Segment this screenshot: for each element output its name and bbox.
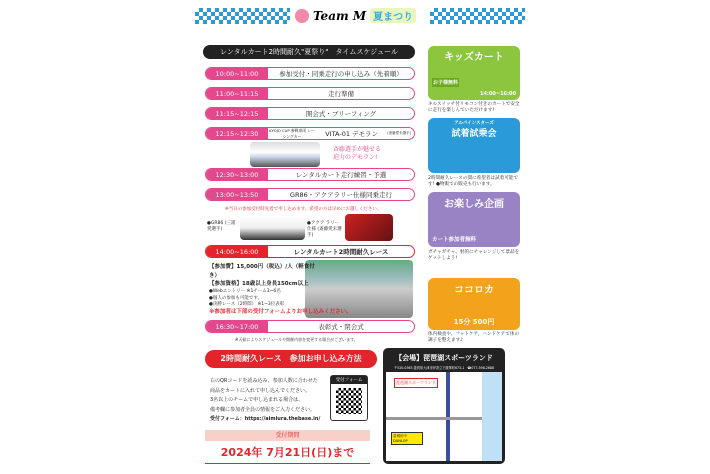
bullet: ●Webエントリー ※1チーム3~6名: [209, 288, 281, 294]
schedule-row: 10:00~11:00 参加受付・同乗走行の申し込み（先着順）: [205, 67, 415, 80]
octopus-icon: [295, 9, 309, 23]
festival-logo: 夏まつり: [370, 8, 416, 23]
application-title: 2時間耐久レース 参加お申し込み方法: [205, 350, 377, 368]
schedule-row: 11:00~11:15 走行準備: [205, 87, 415, 100]
fun-event-card: お楽しみ企画 カート参加者無料: [428, 192, 520, 247]
fun-event-desc: ガチャガチャ、射的にチャレンジして景品をゲットしよう!: [428, 250, 520, 262]
gr86-photo: [240, 216, 305, 240]
venue-map: 【会場】琵琶湖スポーツランド 〒520-0363 滋賀県大津市伊香立下龍華町673-1 ☎077-598-2688 琵琶湖スポーツランド 葛城田中 DUNLOP: [383, 348, 505, 464]
schedule-title: レンタルカート2時間耐久"夏祭り" タイムスケジュール: [203, 45, 415, 59]
checker-band-right: [430, 8, 525, 24]
application-instructions: 右のQRコードを読み込み、参加人数に合わせた 商品をカートに入れて申し込んでください。 3名以上のチームで申し込まれる場合は、 備考欄に参加者全員の情報をご入力ください。 受付フォーム：https://aimiura.thebase.in/: [210, 377, 335, 425]
schedule-row: 12:15~12:30 KYOJO CUP 参戦車両 レーシングカー VITA-01 デモラン (斎藤愛未選手): [205, 127, 415, 140]
car2-label: ●アクア ラリー仕様 (斎藤愛未選手): [307, 221, 342, 238]
form-url[interactable]: 受付フォーム：https://aimiura.thebase.in/: [210, 416, 321, 422]
car1-label: ●GR86 (三浦愛選手): [207, 221, 236, 232]
ride-note: ※当日の参加受付時先着で申し込めます。希望の方は早めにお越しください。: [225, 207, 382, 212]
schedule-row: 13:00~13:50 GR86・アクアラリー仕様同乗走行: [205, 188, 415, 201]
venue-marker: 琵琶湖スポーツランド: [394, 378, 438, 388]
brand-name: Team M: [313, 8, 367, 23]
schedule-row: 16:30~17:00 表彰式・閉会式: [205, 320, 415, 333]
alpinestars-card: アルパインスターズ 試着試乗会: [428, 118, 520, 173]
kokoroka-card: ココロカ 15分 500円: [428, 278, 520, 330]
bullet: ●個人の参加も可能です。: [209, 295, 263, 301]
deadline-label: 受付期間: [205, 430, 370, 441]
vita-car-photo: [250, 142, 320, 167]
deadline: 2024年 7月21日(日)まで: [205, 444, 370, 464]
checker-band-left: [195, 8, 290, 24]
logo: [295, 8, 416, 23]
apply-note: ※参加者は下部の受付フォームよりお申し込みください。: [209, 309, 352, 315]
kids-kart-card: キッズカート お子様無料 14:00~16:00: [428, 46, 520, 100]
flyer: [195, 0, 525, 474]
eligibility-text: 【参加資格】18歳以上身長150cm以上: [209, 281, 309, 288]
landmark: 葛城田中 DUNLOP: [391, 432, 423, 445]
bullet: ●決勝レース（2時間） ※1~3位表彰: [209, 302, 285, 308]
kokoroka-desc: 体内検査や、フットケア、ハンドケアで体の調子を整えます♪: [428, 332, 520, 344]
schedule-row: 11:15~12:15 開会式・ブリーフィング: [205, 107, 415, 120]
kids-kart-desc: キルスイッチ付リモコン付きのカートで安全に走行を楽しんでいただけます!: [428, 102, 520, 114]
demo-caption: 斉藤選手が魅せる迫力のデモラン!: [333, 146, 382, 162]
schedule-row-race: 14:00~16:00 レンタルカート2時間耐久レース: [205, 245, 415, 258]
fee-text: 【参加費】15,000円（税込）/人（軽食付き）: [209, 264, 315, 279]
schedule-row: 12:30~13:00 レンタルカート走行練習・予選: [205, 168, 415, 181]
aqua-photo: [345, 214, 393, 241]
alpinestars-desc: 2時間耐久レースの間に希望者は試着可能です! ●物販での販売も行います。: [428, 176, 518, 188]
weather-note: ※天候によりスケジュールや開催内容を変更する場合がございます。: [235, 337, 358, 342]
qr-code[interactable]: 受付フォーム: [330, 375, 368, 421]
